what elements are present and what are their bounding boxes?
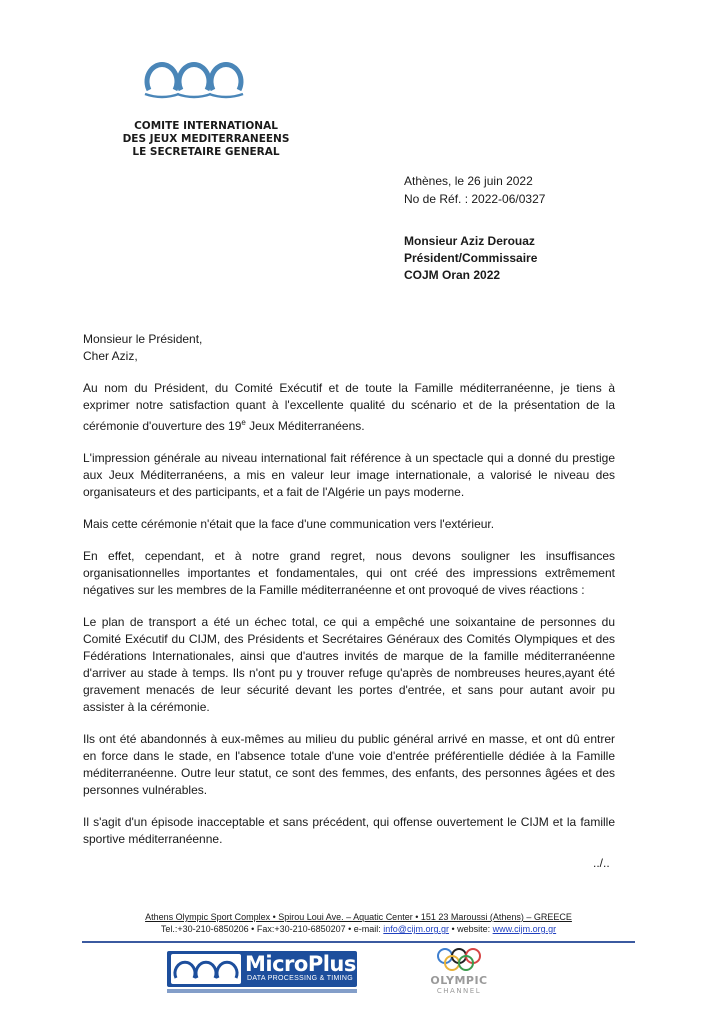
org-name-line: DES JEUX MEDITERRANEENS <box>122 133 290 145</box>
paragraph: Il s'agit d'un épisode inacceptable et sans précédent, qui offense ouvertement le CIJM et la famille sportive méditerranéenne. <box>83 815 615 846</box>
paragraph: Ils ont été abandonnés à eux-mêmes au milieu du public général arrivé en masse, et ont dû entrer en force dans le stade, en l'absence totale d'une voie d'entrée préférentielle dédiée à la Famille méditerranéenne. Outre leur statut, ce sont des femmes, des enfants, des personnes âgées et des personnes vulnérables. <box>83 732 615 797</box>
footer-address: Athens Olympic Sport Complex • Spirou Loui Ave. – Aquatic Center • 151 23 Maroussi (Athens) – GREECE <box>145 912 572 922</box>
place-date: Athènes, le 26 juin 2022 <box>404 174 533 188</box>
recipient-title: Président/Commissaire <box>404 251 538 265</box>
sponsor-tagline: DATA PROCESSING & TIMING <box>247 975 353 982</box>
paragraph: Au nom du Président, du Comité Exécutif et de toute la Famille méditerranéenne, je tiens à exprimer notre satisfaction quant à l'excellente qualité du scénario et de la présentation de la cérémonie d'ouverture des 19e Jeux Méditerranéens. <box>83 381 615 433</box>
reference-number: No de Réf. : 2022-06/0327 <box>404 192 546 206</box>
olympic-channel-logo <box>411 946 507 998</box>
sponsor-fine-print-strip <box>167 989 357 993</box>
website-link[interactable]: www.cijm.org.gr <box>492 924 557 934</box>
footer-divider <box>82 941 635 943</box>
salutation-line: Monsieur le Président, <box>83 332 203 346</box>
partner-subname: CHANNEL <box>436 987 482 995</box>
org-role-line: LE SECRETAIRE GENERAL <box>132 146 280 158</box>
date-reference-block <box>404 172 545 208</box>
sponsor-rings-icon <box>171 954 241 984</box>
continuation-mark: ../.. <box>593 856 610 870</box>
salutation <box>83 331 202 365</box>
footer-contact <box>0 911 717 935</box>
recipient-block <box>404 233 537 284</box>
sponsor-name: MicroPlus <box>245 952 356 976</box>
recipient-name: Monsieur Aziz Derouaz <box>404 234 535 248</box>
paragraph: En effet, cependant, et à notre grand regret, nous devons souligner les insuffisances organisationnelles importantes et fondamentales, qui ont créé des impressions extrêmement négatives sur les membres de la Famille méditerranéenne et ont provoqué de vives réactions : <box>83 549 615 597</box>
footer-contact-line: Tel.:+30-210-6850206 • Fax:+30-210-6850207 • e-mail: info@cijm.org.gr • website: www.cijm.org.gr <box>160 924 557 934</box>
recipient-org: COJM Oran 2022 <box>404 268 501 282</box>
sponsor-logo <box>167 951 357 995</box>
org-name-line: COMITE INTERNATIONAL <box>134 120 278 132</box>
paragraph: L'impression générale au niveau international fait référence à un spectacle qui a donné du prestige aux Jeux Méditerranéens, a mis en valeur leur image internationale, a valorisé le niveau des organisateurs et des participants, et a fait de l'Algérie un pays moderne. <box>83 451 615 499</box>
organization-header <box>118 120 294 159</box>
paragraph: Le plan de transport a été un échec total, ce qui a empêché une soixantaine de personnes du Comité Exécutif du CIJM, des Présidents et Secrétaires Généraux des Comités Olympiques et des Fédérations Internationales, ainsi que d'autres invités de marque de la famille méditerranéenne d'arriver au stade à temps. Ils n'ont pu y trouver refuge qu'après de nombreuses heures,ayant été gravement menacés de leur sécurité devant les portes d'entrée, et sans pour autant avoir pu assister à la cérémonie. <box>83 615 615 714</box>
letter-body <box>83 380 615 863</box>
partner-name: OLYMPIC <box>430 974 488 987</box>
olympic-rings-icon <box>411 946 507 974</box>
cijm-three-rings-logo-icon <box>143 50 245 102</box>
email-link[interactable]: info@cijm.org.gr <box>383 924 449 934</box>
salutation-line: Cher Aziz, <box>83 349 138 363</box>
paragraph: Mais cette cérémonie n'était que la face d'une communication vers l'extérieur. <box>83 517 495 531</box>
